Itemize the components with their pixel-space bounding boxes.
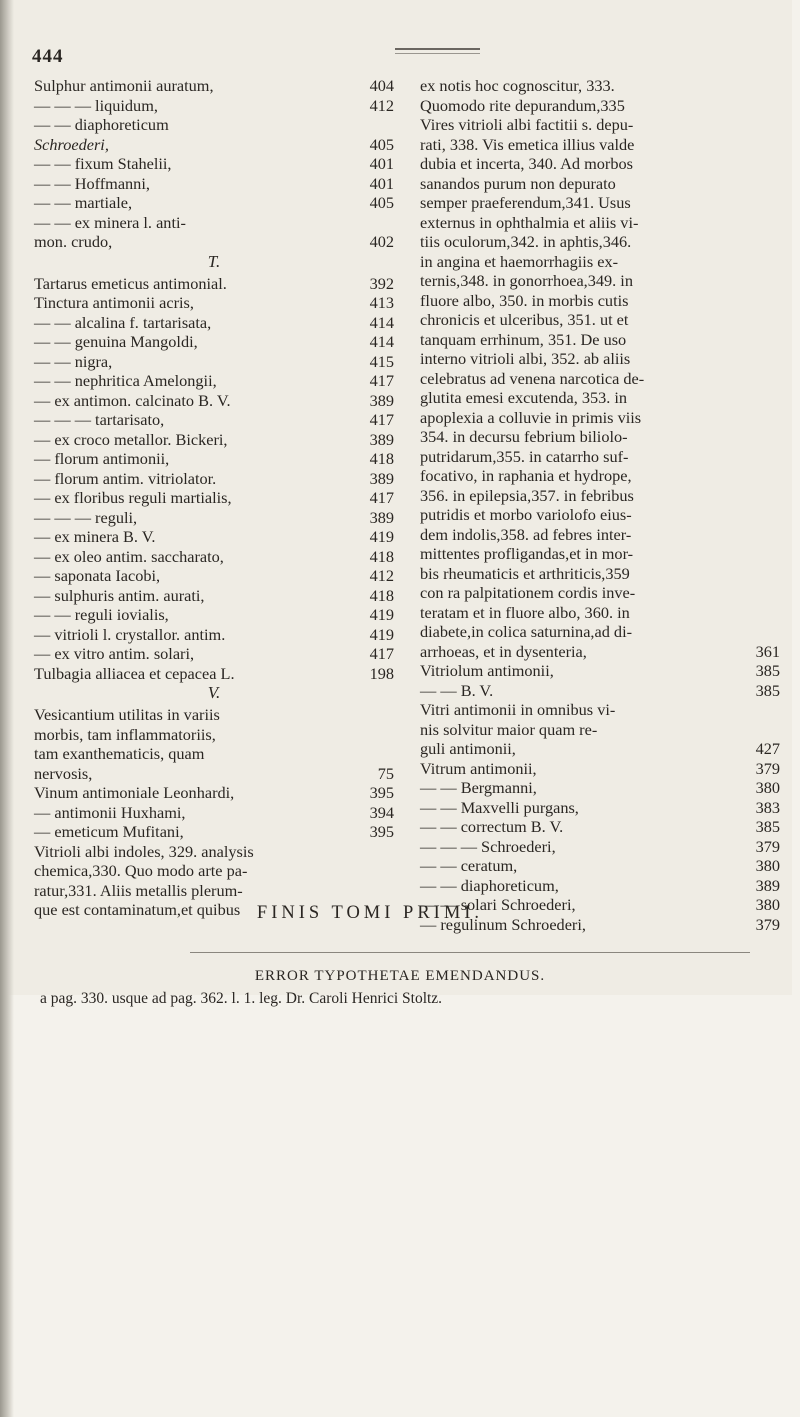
index-entry: [420, 174, 780, 194]
index-entry: [420, 720, 780, 740]
index-entry-text: apoplexia a colluvie in primis viis: [420, 407, 642, 427]
index-entry: [420, 544, 780, 564]
index-entry: [420, 330, 780, 350]
index-entry: [420, 739, 780, 759]
index-entry-page: 417: [369, 410, 394, 429]
index-column-left: [34, 76, 394, 919]
index-entry-text: Vesicantium utilitas in variis: [34, 705, 220, 724]
index-entry-page: 419: [369, 605, 394, 624]
index-entry-text: bis rheumaticis et arthriticis,359: [420, 563, 630, 583]
index-entry-text: con ra palpitationem cordis inve-: [420, 583, 636, 602]
index-entry: [34, 605, 394, 625]
index-entry: [34, 508, 394, 528]
index-entry-text: — — — liquidum,: [34, 95, 158, 115]
index-entry-page: 419: [369, 624, 394, 644]
index-entry-text: Tinctura antimonii acris,: [34, 293, 194, 312]
index-entry-page: 380: [755, 778, 780, 797]
index-entry: [420, 408, 780, 428]
index-entry: [420, 369, 780, 389]
index-entry-text: — — diaphoreticum,: [420, 875, 559, 895]
index-entry-text: — — ex minera l. anti-: [34, 212, 186, 232]
index-entry-page: 405: [369, 193, 394, 212]
index-entry-page: 414: [369, 312, 394, 332]
index-entry: [34, 783, 394, 803]
index-entry-text: Vitri antimonii in omnibus vi-: [420, 700, 616, 719]
index-entry-page: 379: [755, 914, 780, 934]
index-entry-page: 389: [755, 875, 780, 895]
index-entry-page: 405: [369, 134, 394, 154]
index-entry-text: rati, 338. Vis emetica illius valde: [420, 134, 635, 154]
index-entry-text: interno vitrioli albi, 352. ab aliis: [420, 349, 631, 368]
errata-title: ERROR TYPOTHETAE EMENDANDUS.: [254, 968, 546, 984]
index-entry: [34, 115, 394, 135]
index-entry-text: ex notis hoc cognoscitur, 333.: [420, 76, 615, 95]
index-entry: [420, 76, 780, 96]
index-entry-page: 413: [369, 293, 394, 312]
index-entry: [420, 193, 780, 213]
index-entry: [34, 352, 394, 372]
index-entry-text: nis solvitur maior quam re-: [420, 719, 598, 739]
index-entry-page: 418: [369, 585, 394, 605]
index-entry-text: putridarum,355. in catarrho suf-: [420, 446, 629, 466]
index-entry: [420, 681, 780, 701]
index-entry-text: Vitrioli albi indoles, 329. analysis: [34, 841, 254, 861]
index-entry: [420, 135, 780, 155]
index-entry-page: 389: [369, 429, 394, 449]
index-entry: [34, 430, 394, 450]
index-entry-page: 419: [369, 527, 394, 546]
index-entry-text: — — genuina Mangoldi,: [34, 332, 198, 351]
index-entry: [34, 803, 394, 823]
index-entry: [34, 174, 394, 194]
index-entry: [420, 232, 780, 252]
index-entry-text: — — Hoffmanni,: [34, 173, 150, 193]
page-number: 444: [32, 46, 64, 67]
index-entry-page: 415: [369, 351, 394, 371]
index-entry: [34, 566, 394, 586]
index-entry-text: Tulbagia alliacea et cepacea L.: [34, 663, 235, 683]
index-entry-text: celebratus ad venena narcotica de-: [420, 368, 645, 388]
index-entry-page: 389: [369, 507, 394, 527]
index-entry: [34, 96, 394, 116]
header-rule: [395, 48, 480, 54]
index-entry-text: Vires vitrioli albi factitii s. depu-: [420, 115, 634, 134]
index-entry-text: — sulphuris antim. aurati,: [34, 585, 205, 605]
index-entry: [420, 700, 780, 720]
index-entry-text: — — — reguli,: [34, 507, 138, 527]
index-entry: [34, 725, 394, 745]
index-entry-text: — — Maxvelli purgans,: [420, 797, 579, 817]
index-entry: [34, 76, 394, 96]
index-entry: [420, 271, 780, 291]
index-entry: [420, 622, 780, 642]
index-entry-text: putridis et morbo variolofo eius-: [420, 505, 632, 524]
index-entry: [34, 744, 394, 764]
index-entry-text: — saponata Iacobi,: [34, 566, 161, 585]
finis-line: FINIS TOMI PRIMI.: [256, 903, 484, 923]
book-binding-edge: [0, 0, 14, 1417]
index-entry-page: 427: [755, 739, 780, 758]
index-entry-text: — emeticum Mufitani,: [34, 822, 184, 841]
index-entry-text: — — — Schroederi,: [420, 836, 556, 856]
index-entry: [420, 427, 780, 447]
index-entry-page: 394: [369, 802, 394, 822]
index-entry-text: — ex vitro antim. solari,: [34, 644, 195, 663]
index-entry-text: fluore albo, 350. in morbis cutis: [420, 290, 629, 310]
index-entry: [34, 881, 394, 901]
index-entry: [34, 625, 394, 645]
index-entry: [34, 547, 394, 567]
index-entry-text: que est contaminatum,et quibus: [34, 900, 241, 919]
index-entry-text: — — B. V.: [420, 680, 494, 700]
index-entry-text: Vitrum antimonii,: [420, 758, 537, 778]
index-entry-text: guli antimonii,: [420, 739, 516, 758]
index-entry: [34, 469, 394, 489]
index-entry-page: 75: [377, 763, 394, 783]
index-entry-page: 417: [369, 488, 394, 507]
index-entry: [420, 349, 780, 369]
index-entry-text: semper praeferendum,341. Usus: [420, 193, 631, 212]
index-entry-text: in angina et haemorrhagiis ex-: [420, 251, 619, 271]
index-entry-text: — florum antim. vitriolator.: [34, 468, 217, 488]
index-entry-page: 380: [755, 856, 780, 875]
index-entry-text: 356. in epilepsia,357. in febribus: [420, 485, 634, 505]
index-entry-text: tiis oculorum,342. in aphtis,346.: [420, 232, 632, 251]
index-entry: [420, 525, 780, 545]
index-entry-page: 383: [755, 797, 780, 817]
index-entry: [34, 154, 394, 174]
index-entry-text: — — Bergmanni,: [420, 778, 537, 797]
index-entry: [420, 837, 780, 857]
index-entry: [34, 274, 394, 294]
index-entry-text: morbis, tam inflammatoriis,: [34, 724, 216, 744]
index-entry-page: 414: [369, 332, 394, 351]
index-entry: [420, 564, 780, 584]
index-entry-page: 361: [755, 641, 780, 661]
index-entry: [34, 822, 394, 842]
index-entry-text: dem indolis,358. ad febres inter-: [420, 524, 632, 544]
index-entry: [420, 856, 780, 876]
index-entry: [34, 371, 394, 391]
index-entry: [420, 388, 780, 408]
index-entry-text: — — martiale,: [34, 193, 133, 212]
index-entry-page: 389: [369, 390, 394, 410]
index-entry: [420, 252, 780, 272]
index-entry: [34, 449, 394, 469]
index-entry: [420, 154, 780, 174]
index-entry-text: — regulinum Schroederi,: [420, 914, 586, 934]
index-entry: [34, 664, 394, 684]
index-entry-page: 385: [755, 661, 780, 680]
index-entry-text: — ex minera B. V.: [34, 527, 156, 546]
index-entry-page: 395: [369, 783, 394, 802]
index-entry-text: glutita emesi excutenda, 353. in: [420, 388, 628, 407]
index-entry: [420, 466, 780, 486]
index-entry-page: 379: [755, 836, 780, 856]
index-entry-text: — — solari Schroederi,: [420, 895, 576, 914]
index-entry: [34, 842, 394, 862]
index-entry-text: — ex antimon. calcinato B. V.: [34, 390, 231, 410]
index-entry-page: 389: [369, 468, 394, 488]
index-entry: [34, 527, 394, 547]
index-entry: [34, 410, 394, 430]
index-entry-page: 418: [369, 449, 394, 468]
index-entry-text: — — fixum Stahelii,: [34, 154, 172, 173]
index-entry-text: — — alcalina f. tartarisata,: [34, 312, 212, 332]
index-entry: [34, 313, 394, 333]
index-entry: [34, 135, 394, 155]
index-entry: [34, 861, 394, 881]
index-entry-text: arrhoeas, et in dysenteria,: [420, 641, 587, 661]
index-entry-page: 198: [369, 663, 394, 683]
index-entry-text: mon. crudo,: [34, 232, 113, 251]
index-entry: [420, 115, 780, 135]
index-entry-text: nervosis,: [34, 763, 93, 783]
index-entry-text: Vitriolum antimonii,: [420, 661, 554, 680]
index-entry: [34, 586, 394, 606]
index-entry-text: — — nigra,: [34, 351, 113, 371]
index-entry-text: sanandos purum non depurato: [420, 173, 616, 193]
index-entry-text: 354. in decursu febrium biliolo-: [420, 427, 628, 446]
index-entry-text: focativo, in raphania et hydrope,: [420, 466, 632, 485]
index-entry-page: 412: [369, 566, 394, 585]
index-entry-page: 412: [369, 95, 394, 115]
index-entry: [420, 661, 780, 681]
index-entry-text: ratur,331. Aliis metallis plerum-: [34, 880, 243, 900]
index-entry-text: — ex croco metallor. Bickeri,: [34, 429, 228, 449]
index-entry-text: Vinum antimoniale Leonhardi,: [34, 783, 235, 802]
index-entry: [420, 817, 780, 837]
index-entry-text: — ex floribus reguli martialis,: [34, 488, 232, 507]
index-entry: [34, 644, 394, 664]
index-entry-page: 401: [369, 154, 394, 173]
index-entry-page: 379: [755, 758, 780, 778]
index-entry-text: — — ceratum,: [420, 856, 518, 875]
index-entry-text: Tartarus emeticus antimonial.: [34, 273, 227, 293]
errata-rule: [190, 952, 750, 953]
index-entry-text: dubia et incerta, 340. Ad morbos: [420, 154, 633, 173]
index-section-letter: V.: [207, 683, 221, 702]
index-entry: [34, 764, 394, 784]
index-entry: [34, 293, 394, 313]
index-entry-page: 417: [369, 644, 394, 663]
index-entry-page: 404: [369, 76, 394, 95]
index-entry-page: 380: [755, 895, 780, 914]
index-entry-text: externus in ophthalmia et aliis vi-: [420, 212, 639, 232]
index-entry: [420, 96, 780, 116]
index-entry: [420, 291, 780, 311]
index-entry: [420, 642, 780, 662]
index-section-letter: T.: [207, 251, 221, 271]
index-entry-text: — — diaphoreticum: [34, 115, 169, 134]
index-entry: [34, 193, 394, 213]
index-entry-page: 395: [369, 822, 394, 841]
index-entry-page: 392: [369, 273, 394, 293]
index-entry-page: 385: [755, 680, 780, 700]
index-entry-text: — — — tartarisato,: [34, 410, 165, 429]
index-entry: [34, 391, 394, 411]
index-entry: [420, 486, 780, 506]
index-entry: [34, 705, 394, 725]
index-entry-page: 418: [369, 546, 394, 566]
index-entry-text: chemica,330. Quo modo arte pa-: [34, 861, 248, 880]
index-entry-text: diabete,in colica saturnina,ad di-: [420, 622, 633, 641]
index-entry-text: — ex oleo antim. saccharato,: [34, 546, 224, 566]
index-entry-text: Schroederi,: [34, 134, 109, 154]
index-entry-page: 417: [369, 371, 394, 390]
index-entry: [420, 505, 780, 525]
index-column-right: [420, 76, 780, 934]
index-entry-text: tanquam errhinum, 351. De uso: [420, 329, 627, 349]
index-entry: [420, 759, 780, 779]
index-entry-text: — — nephritica Amelongii,: [34, 371, 217, 390]
index-entry-page: 385: [755, 817, 780, 836]
index-entry-text: chronicis et ulceribus, 351. ut et: [420, 310, 629, 329]
index-entry: [420, 778, 780, 798]
index-entry-text: Sulphur antimonii auratum,: [34, 76, 214, 95]
index-entry-text: — florum antimonii,: [34, 449, 170, 468]
index-entry: [420, 876, 780, 896]
index-entry-text: — — reguli iovialis,: [34, 605, 169, 624]
index-entry-text: teratam et in fluore albo, 360. in: [420, 602, 630, 622]
index-entry: [34, 332, 394, 352]
index-entry-text: ternis,348. in gonorrhoea,349. in: [420, 271, 633, 290]
index-entry: [420, 310, 780, 330]
index-entry-page: 402: [369, 232, 394, 251]
index-entry: [420, 603, 780, 623]
index-entry-text: — — correctum B. V.: [420, 817, 564, 836]
index-entry-text: mittentes profligandas,et in mor-: [420, 544, 634, 563]
index-entry-page: 401: [369, 173, 394, 193]
index-entry-text: tam exanthematicis, quam: [34, 744, 205, 763]
index-entry: [420, 447, 780, 467]
index-entry: [420, 798, 780, 818]
index-entry: [34, 213, 394, 233]
index-entry-text: — vitrioli l. crystallor. antim.: [34, 624, 226, 644]
errata-text: a pag. 330. usque ad pag. 362. l. 1. leg. Dr. Caroli Henrici Stoltz.: [40, 990, 443, 1007]
index-entry: [34, 488, 394, 508]
index-entry: [34, 232, 394, 252]
index-entry: [420, 213, 780, 233]
index-entry: [420, 583, 780, 603]
index-entry-text: Quomodo rite depurandum,335: [420, 95, 625, 115]
index-entry-text: — antimonii Huxhami,: [34, 802, 186, 822]
